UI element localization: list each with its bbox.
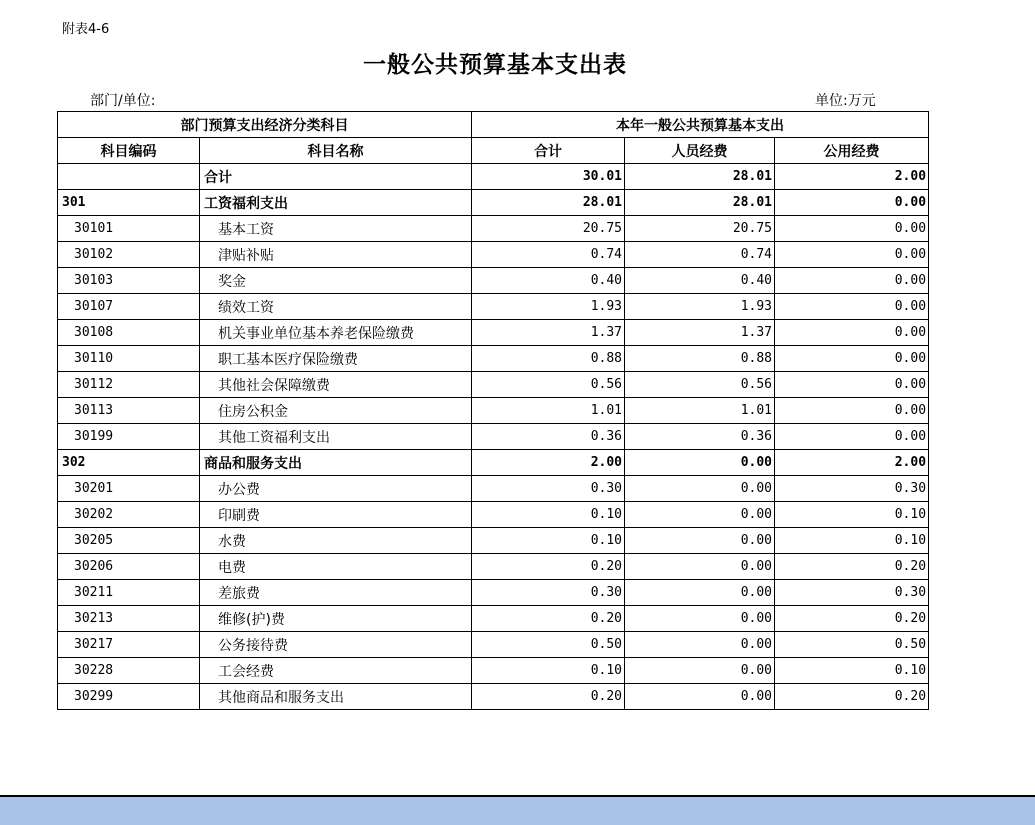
public-cell: 0.00 [775,424,929,450]
name-cell: 工会经费 [200,658,472,684]
header-name: 科目名称 [200,138,472,164]
total-cell: 0.56 [472,372,625,398]
total-cell: 0.20 [472,684,625,710]
code-cell: 30110 [58,346,200,372]
total-cell: 0.10 [472,658,625,684]
header-row-columns [58,138,929,164]
name-cell: 绩效工资 [200,294,472,320]
personnel-cell: 0.00 [625,658,775,684]
appendix-label: 附表4-6 [62,22,110,37]
total-cell: 0.20 [472,554,625,580]
total-cell: 1.01 [472,398,625,424]
table-row [58,450,929,476]
name-cell: 公务接待费 [200,632,472,658]
personnel-cell: 0.56 [625,372,775,398]
personnel-cell: 0.00 [625,528,775,554]
name-cell: 工资福利支出 [200,190,472,216]
public-cell: 0.50 [775,632,929,658]
public-cell: 0.30 [775,476,929,502]
public-cell: 0.30 [775,580,929,606]
public-cell: 0.00 [775,242,929,268]
code-cell: 30102 [58,242,200,268]
total-cell: 1.37 [472,320,625,346]
table-row [58,268,929,294]
public-cell: 0.00 [775,398,929,424]
page-title: 一般公共预算基本支出表 [363,52,627,78]
code-cell: 30205 [58,528,200,554]
code-cell: 302 [58,450,200,476]
table-row [58,346,929,372]
name-cell: 电费 [200,554,472,580]
total-cell: 28.01 [472,190,625,216]
name-cell: 办公费 [200,476,472,502]
department-label: 部门/单位: [90,93,156,109]
code-cell: 30108 [58,320,200,346]
table-row [58,216,929,242]
public-cell: 0.10 [775,502,929,528]
table-body [58,164,929,710]
public-cell: 0.20 [775,554,929,580]
total-cell: 0.10 [472,502,625,528]
table-row [58,190,929,216]
total-cell: 30.01 [472,164,625,190]
header-personnel: 人员经费 [625,138,775,164]
code-cell: 30113 [58,398,200,424]
personnel-cell: 0.00 [625,606,775,632]
name-cell: 其他商品和服务支出 [200,684,472,710]
personnel-cell: 0.88 [625,346,775,372]
table-row [58,632,929,658]
header-row-group [58,112,929,138]
total-cell: 1.93 [472,294,625,320]
public-cell: 0.00 [775,320,929,346]
header-group-left: 部门预算支出经济分类科目 [58,112,472,138]
total-cell: 0.50 [472,632,625,658]
code-cell: 30103 [58,268,200,294]
public-cell: 0.10 [775,528,929,554]
code-cell: 30206 [58,554,200,580]
public-cell: 0.00 [775,190,929,216]
total-cell: 0.30 [472,580,625,606]
footer-bar [0,797,1035,825]
name-cell: 印刷费 [200,502,472,528]
personnel-cell: 28.01 [625,164,775,190]
header-total: 合计 [472,138,625,164]
personnel-cell: 0.00 [625,476,775,502]
code-cell: 30112 [58,372,200,398]
personnel-cell: 0.00 [625,632,775,658]
personnel-cell: 0.74 [625,242,775,268]
total-cell: 0.30 [472,476,625,502]
table-row [58,606,929,632]
table-row [58,580,929,606]
table-row [58,372,929,398]
public-cell: 2.00 [775,164,929,190]
personnel-cell: 0.36 [625,424,775,450]
public-cell: 0.00 [775,346,929,372]
header-public: 公用经费 [775,138,929,164]
budget-table [57,111,929,710]
table-row [58,502,929,528]
name-cell: 机关事业单位基本养老保险缴费 [200,320,472,346]
name-cell: 职工基本医疗保险缴费 [200,346,472,372]
table-row [58,476,929,502]
name-cell: 商品和服务支出 [200,450,472,476]
table-row [58,554,929,580]
code-cell: 30211 [58,580,200,606]
name-cell: 其他社会保障缴费 [200,372,472,398]
public-cell: 0.10 [775,658,929,684]
personnel-cell: 1.01 [625,398,775,424]
name-cell: 合计 [200,164,472,190]
code-cell: 30213 [58,606,200,632]
table-row [58,684,929,710]
table-row [58,242,929,268]
personnel-cell: 28.01 [625,190,775,216]
code-cell: 30107 [58,294,200,320]
name-cell: 住房公积金 [200,398,472,424]
name-cell: 津贴补贴 [200,242,472,268]
total-cell: 20.75 [472,216,625,242]
code-cell: 30201 [58,476,200,502]
code-cell: 30217 [58,632,200,658]
public-cell: 0.00 [775,268,929,294]
total-cell: 0.36 [472,424,625,450]
public-cell: 0.00 [775,372,929,398]
public-cell: 2.00 [775,450,929,476]
code-cell: 301 [58,190,200,216]
name-cell: 奖金 [200,268,472,294]
table-row [58,528,929,554]
personnel-cell: 1.93 [625,294,775,320]
table-row [58,424,929,450]
table-row [58,164,929,190]
total-cell: 0.20 [472,606,625,632]
personnel-cell: 0.00 [625,502,775,528]
personnel-cell: 1.37 [625,320,775,346]
code-cell: 30202 [58,502,200,528]
total-cell: 2.00 [472,450,625,476]
personnel-cell: 0.00 [625,554,775,580]
table-row [58,294,929,320]
header-group-right: 本年一般公共预算基本支出 [472,112,929,138]
table-row [58,658,929,684]
total-cell: 0.88 [472,346,625,372]
personnel-cell: 0.00 [625,684,775,710]
total-cell: 0.74 [472,242,625,268]
name-cell: 基本工资 [200,216,472,242]
table-row [58,320,929,346]
public-cell: 0.00 [775,294,929,320]
code-cell: 30228 [58,658,200,684]
name-cell: 差旅费 [200,580,472,606]
personnel-cell: 0.40 [625,268,775,294]
personnel-cell: 0.00 [625,580,775,606]
unit-label: 单位:万元 [815,93,876,109]
total-cell: 0.40 [472,268,625,294]
public-cell: 0.00 [775,216,929,242]
public-cell: 0.20 [775,684,929,710]
total-cell: 0.10 [472,528,625,554]
code-cell: 30199 [58,424,200,450]
table-row [58,398,929,424]
personnel-cell: 20.75 [625,216,775,242]
name-cell: 水费 [200,528,472,554]
header-code: 科目编码 [58,138,200,164]
name-cell: 其他工资福利支出 [200,424,472,450]
code-cell: 30299 [58,684,200,710]
personnel-cell: 0.00 [625,450,775,476]
code-cell: 30101 [58,216,200,242]
public-cell: 0.20 [775,606,929,632]
name-cell: 维修(护)费 [200,606,472,632]
code-cell [58,164,200,190]
